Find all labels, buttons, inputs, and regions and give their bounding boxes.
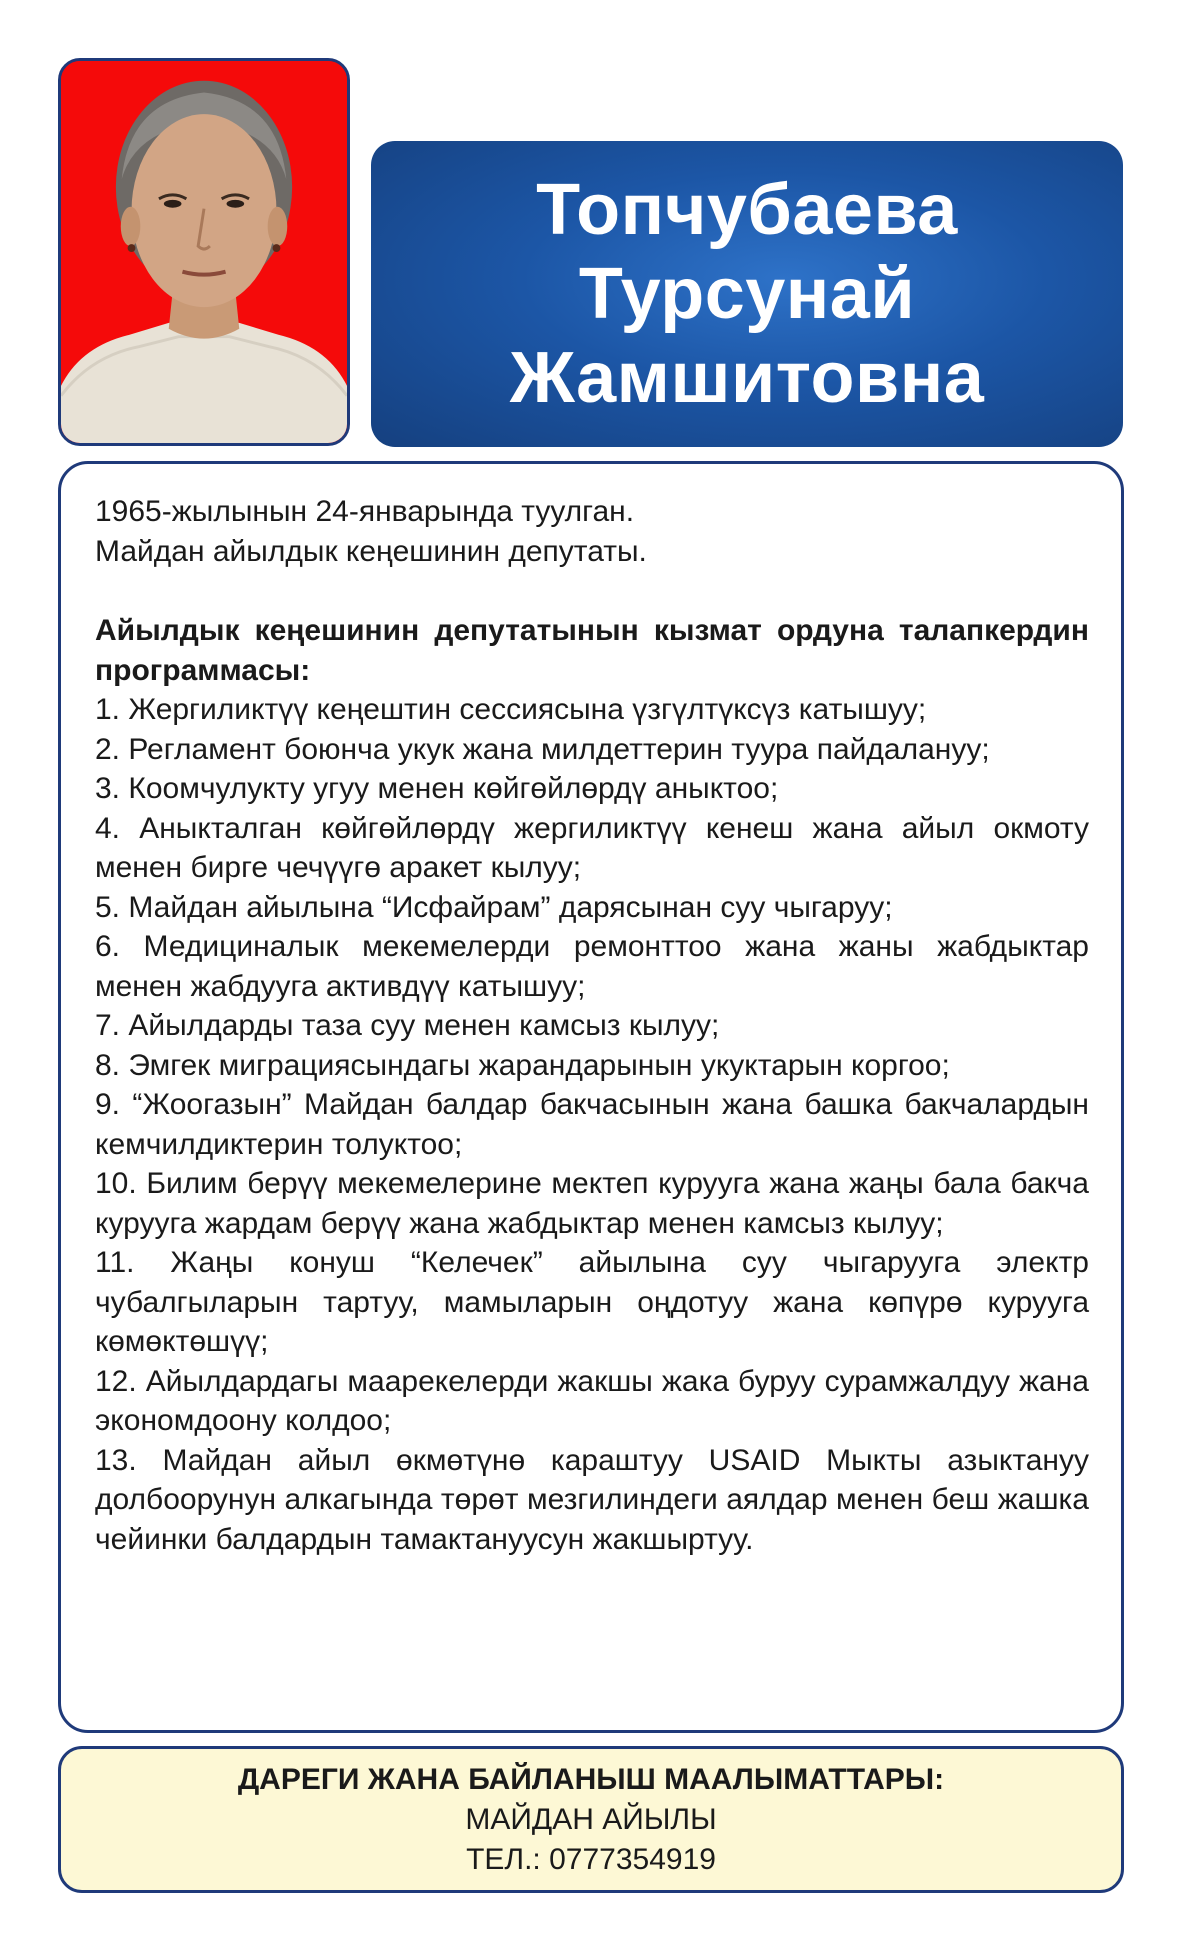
contact-info-box: [58, 1746, 1124, 1893]
contact-address: МАЙДАН АЙЫЛЫ: [465, 1802, 717, 1836]
position-line: Майдан айылдык кеңешинин депутаты.: [95, 534, 647, 568]
program-heading: Айылдык кеңешинин депутатынын кызмат ордуна талапкердин программасы:: [95, 614, 1089, 687]
program-item-5: 5. Майдан айылына “Исфайрам” дарясынан суу чыгаруу;: [95, 890, 893, 924]
spacer: [95, 571, 1089, 611]
candidate-program-panel: [58, 461, 1124, 1733]
program-item-3: 3. Коомчулукту угуу менен көйгөйлөрдү аныктоо;: [95, 772, 779, 805]
program-item-11: 11. Жаңы конуш “Келечек” айылына суу чыгарууга электр чубалгыларын тартуу, мамыларын оңдотуу жана көпүрө курууга көмөктөшүү;: [95, 1246, 1089, 1358]
candidate-photo: [58, 58, 350, 446]
program-item-8: 8. Эмгек миграциясындагы жарандарынын укуктарын коргоо;: [95, 1048, 950, 1082]
program-item-10: 10. Билим берүү мекемелерине мектеп курууга жана жаңы бала бакча курууга жардам берүү жана жабдыктар менен камсыз кылуу;: [95, 1167, 1089, 1240]
program-item-1: 1. Жергиликтүү кеңештин сессиясына үзгүлтүксүз катышуу;: [95, 693, 927, 726]
candidate-surname: Топчубаева: [536, 170, 958, 250]
candidate-patronymic: Жамшитовна: [509, 338, 985, 418]
candidate-first-name: Турсунай: [578, 254, 916, 334]
program-item-2: 2. Регламент боюнча укук жана милдеттерин туура пайдалануу;: [95, 732, 990, 766]
portrait-photo-icon: [61, 61, 347, 443]
program-item-4: 4. Аныкталган көйгөйлөрдү жергиликтүү кенеш жана айыл окмоту менен бирге чечүүгө аракет кылуу;: [95, 811, 1089, 884]
program-item-9: 9. “Жоогазын” Майдан балдар бакчасынын жана башка бакчалардын кемчилдиктерин толуктоо;: [95, 1088, 1089, 1161]
contact-heading: ДАРЕГИ ЖАНА БАЙЛАНЫШ МААЛЫМАТТАРЫ:: [237, 1762, 945, 1796]
candidate-name-banner: [371, 141, 1123, 447]
program-item-13: 13. Майдан айыл өкмөтүнө караштуу USAID Мыкты азыктануу долбоорунун алкагында төрөт мезгилиндеги аялдар менен беш жашка чейинки балдардын тамактануусун жакшыртуу.: [95, 1443, 1089, 1556]
program-item-7: 7. Айылдарды таза суу менен камсыз кылуу;: [95, 1009, 720, 1042]
birth-date-line: 1965-жылынын 24-январында туулган.: [95, 495, 635, 528]
program-item-6: 6. Медициналык мекемелерди ремонттоо жана жаны жабдыктар менен жабдууга активдүү катышуу;: [95, 930, 1089, 1003]
program-item-12: 12. Айылдардагы маарекелерди жакшы жака буруу сурамжалдуу жана экономдоону колдоо;: [95, 1364, 1089, 1437]
contact-phone: ТЕЛ.: 0777354919: [466, 1842, 716, 1876]
